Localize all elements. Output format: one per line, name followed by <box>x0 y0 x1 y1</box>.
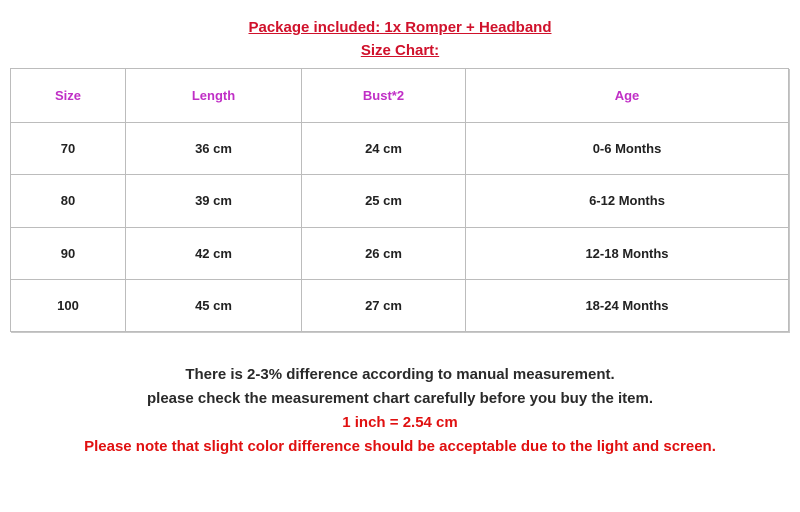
cell-length: 45 cm <box>126 279 302 331</box>
column-header-size: Size <box>11 69 126 123</box>
size-chart-title: Size Chart: <box>360 42 440 59</box>
cell-bust: 25 cm <box>302 175 466 227</box>
cell-length: 39 cm <box>126 175 302 227</box>
cell-size: 90 <box>11 227 126 279</box>
column-header-length: Length <box>126 69 302 123</box>
size-chart-table <box>10 68 789 332</box>
cell-age: 18-24 Months <box>466 279 789 331</box>
cell-size: 100 <box>11 279 126 331</box>
package-included-text: Package included: 1x Romper + Headband <box>248 19 552 36</box>
table-row <box>11 175 789 227</box>
measurement-difference-note: There is 2-3% difference according to manual measurement. <box>185 366 615 383</box>
cell-size: 80 <box>11 175 126 227</box>
color-difference-note: Please note that slight color difference should be acceptable due to the light and screen. <box>84 438 716 455</box>
table-row <box>11 227 789 279</box>
cell-bust: 27 cm <box>302 279 466 331</box>
table-row <box>11 123 789 175</box>
cell-age: 0-6 Months <box>466 123 789 175</box>
table-header-row <box>11 69 789 123</box>
cell-length: 42 cm <box>126 227 302 279</box>
cell-age: 6-12 Months <box>466 175 789 227</box>
column-header-bust: Bust*2 <box>302 69 466 123</box>
cell-bust: 26 cm <box>302 227 466 279</box>
inch-conversion-note: 1 inch = 2.54 cm <box>342 414 458 431</box>
check-chart-note: please check the measurement chart carefully before you buy the item. <box>146 390 653 407</box>
cell-size: 70 <box>11 123 126 175</box>
cell-length: 36 cm <box>126 123 302 175</box>
column-header-age: Age <box>466 69 789 123</box>
cell-bust: 24 cm <box>302 123 466 175</box>
cell-age: 12-18 Months <box>466 227 789 279</box>
table-row <box>11 279 789 331</box>
